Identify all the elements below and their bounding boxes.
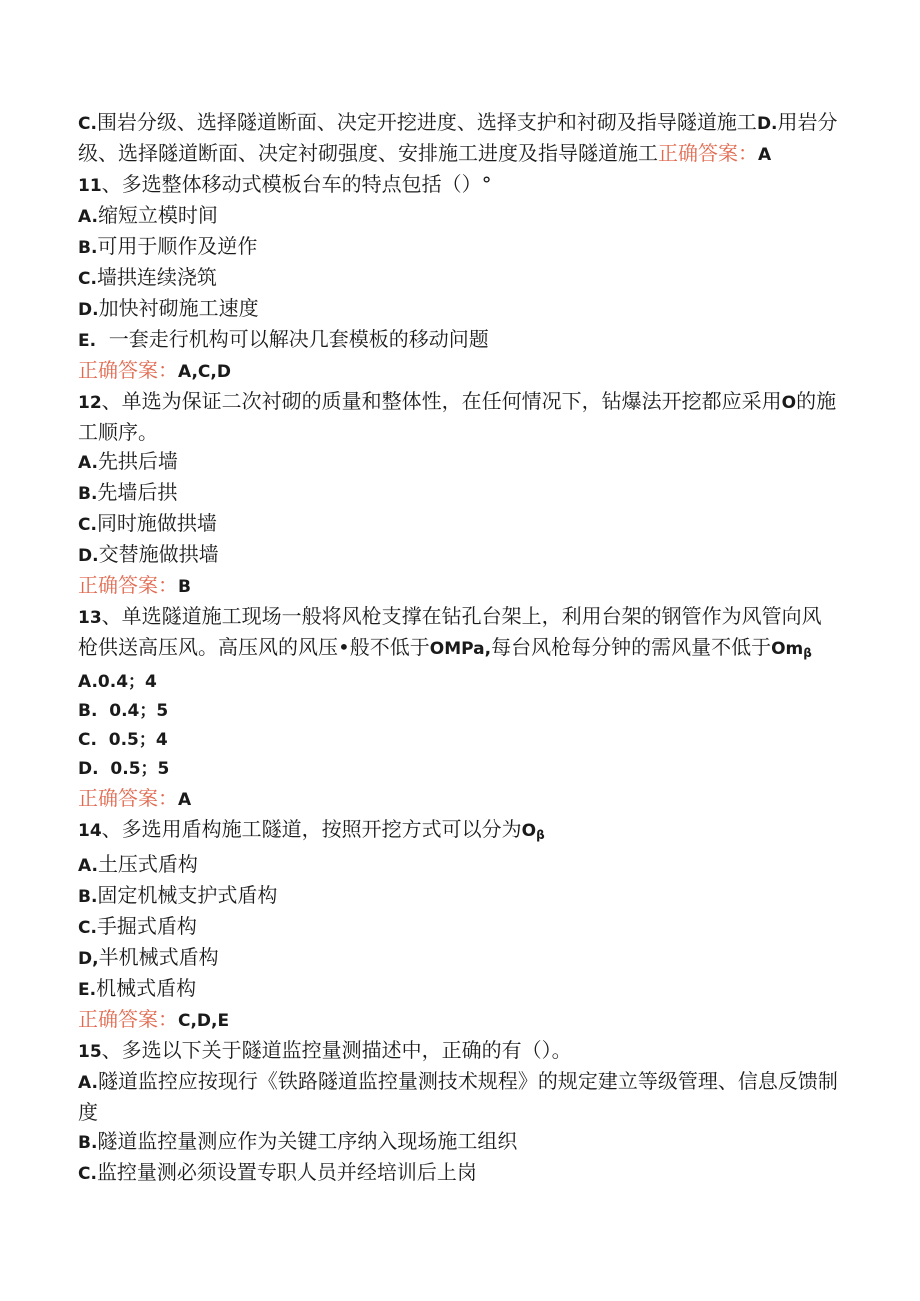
q12-option-c (78, 509, 838, 540)
option-letter: A. (78, 453, 98, 473)
q12-option-b (78, 478, 838, 509)
q15-number: 15 (78, 1042, 102, 1062)
q11-option-c (78, 263, 838, 294)
option-text: 加快衬砌施工速度 (98, 296, 259, 320)
option-text: 缩短立模时间 (97, 203, 218, 227)
q12-answer (78, 571, 838, 602)
option-letter: B. (78, 887, 98, 907)
option-letter: B. (78, 484, 98, 504)
q11-option-e (78, 325, 838, 356)
q13-option-b: B. 0.4；5 (78, 701, 169, 721)
q14-number: 14 (78, 821, 102, 841)
q11-stem (78, 170, 838, 201)
option-text: 可用于顺作及逆作 (97, 234, 258, 258)
option-letter: C. (78, 918, 97, 938)
q14-option-b (78, 881, 838, 912)
q10-answer-value: A (758, 145, 772, 165)
answer-value: C,D,E (178, 1011, 230, 1031)
q13-stem-text: 、单选隧道施工现场一般将风枪支撑在钻孔台架上，利用台架的钢管作为风管向风枪供送高压风。高压风的风压•般不低于 (78, 604, 822, 659)
q14-answer (78, 1005, 838, 1036)
option-text: 固定机械支护式盾构 (97, 883, 278, 907)
q10-option-d-letter: D. (756, 114, 778, 134)
option-letter: A. (78, 856, 98, 876)
answer-value: A (178, 790, 192, 810)
q13-answer (78, 784, 838, 815)
option-letter: C. (78, 1164, 97, 1184)
q14-option-a (78, 850, 838, 881)
q12-option-a (78, 447, 838, 478)
q11-option-b (78, 232, 838, 263)
answer-value: B (178, 577, 191, 597)
q11-answer (78, 356, 838, 387)
answer-value: A,C,D (178, 362, 231, 382)
option-letter: D, (78, 949, 99, 969)
q15-option-b (78, 1127, 838, 1158)
option-letter: B. (78, 1133, 98, 1153)
q11-option-a (78, 201, 838, 232)
q11-stem-text: 、多选整体移动式模板台车的特点包括（）° (101, 172, 492, 196)
option-letter: C. (78, 515, 97, 535)
q15-option-a (78, 1067, 838, 1127)
exam-document (78, 108, 838, 1189)
q14-stem-blank: O (521, 821, 537, 841)
q11-option-d (78, 294, 838, 325)
q12-number: 12 (78, 393, 102, 413)
q13-option-d: D. 0.5；5 (78, 759, 170, 779)
option-text: 半机械式盾构 (98, 945, 219, 969)
option-text: 隧道监控应按现行《铁路隧道监控量测技术规程》的规定建立等级管理、信息反馈制度 (78, 1069, 838, 1124)
q13-number: 13 (78, 608, 102, 628)
option-text: 一套走行机构可以解决几套模板的移动问题 (96, 327, 489, 351)
option-text: 机械式盾构 (96, 976, 197, 1000)
q15-stem (78, 1036, 838, 1067)
q14-stem (78, 815, 838, 850)
option-text: 手掘式盾构 (96, 914, 197, 938)
option-letter: B. (78, 238, 98, 258)
option-text: 先拱后墙 (97, 449, 178, 473)
q14-stem-text: 、多选用盾构施工隧道，按照开挖方式可以分为 (101, 817, 522, 841)
q12-option-d (78, 540, 838, 571)
option-letter: A. (78, 1073, 98, 1093)
q13-stem-unit: OMPa, (429, 639, 492, 659)
option-text: 隧道监控量测应作为关键工序纳入现场施工组织 (97, 1129, 518, 1153)
q13-stem-blank: Om (771, 639, 804, 659)
option-text: 监控量测必须设置专职人员并经培训后上岗 (96, 1160, 477, 1184)
answer-label: 正确答案： (78, 358, 178, 382)
option-letter: D. (78, 546, 99, 566)
q14-option-e (78, 974, 838, 1005)
option-text: 同时施做拱墙 (96, 511, 217, 535)
q10-option-c-text: 围岩分级、选择隧道断面、决定开挖进度、选择支护和衬砌及指导隧道施工 (96, 110, 757, 134)
q10-option-d-text: 用岩分级、选择隧道断面、决定衬砌强度、安排施工进度及指导隧道施工 (78, 110, 838, 165)
answer-label: 正确答案： (78, 1007, 178, 1031)
q13-stem-text-2: 每台风枪每分钟的需风量不低于 (491, 635, 772, 659)
option-letter: D. (78, 300, 99, 320)
option-letter: A. (78, 207, 98, 227)
q13-option-a: A.0.4；4 (78, 672, 157, 692)
option-text: 先墙后拱 (97, 480, 178, 504)
option-letter: E. (78, 980, 97, 1000)
q10-option-c-letter: C. (78, 114, 97, 134)
q12-stem-tail: 的施工顺序。 (78, 389, 837, 444)
q13-stem-sub: β (803, 646, 812, 660)
q12-stem (78, 387, 838, 447)
option-letter: C. (78, 269, 97, 289)
q14-option-d (78, 943, 838, 974)
q10-options (78, 108, 838, 170)
q12-stem-text: 、单选为保证二次衬砌的质量和整体性，在任何情况下，钻爆法开挖都应采用 (101, 389, 782, 413)
q13-stem (78, 602, 838, 668)
answer-label: 正确答案： (78, 573, 178, 597)
option-letter: E. (78, 331, 97, 351)
q14-stem-sub: β (536, 828, 545, 842)
q12-stem-blank: O (781, 393, 797, 413)
q10-answer-label: 正确答案： (658, 141, 758, 165)
q13-option-c: C. 0.5；4 (78, 730, 168, 750)
q15-option-c (78, 1158, 838, 1189)
q11-number: 11 (78, 176, 102, 196)
option-text: 土压式盾构 (97, 852, 198, 876)
answer-label: 正确答案： (78, 786, 178, 810)
option-text: 墙拱连续浇筑 (96, 265, 217, 289)
option-text: 交替施做拱墙 (98, 542, 219, 566)
q15-stem-text: 、多选以下关于隧道监控量测描述中，正确的有（）。 (101, 1038, 572, 1062)
q14-option-c (78, 912, 838, 943)
